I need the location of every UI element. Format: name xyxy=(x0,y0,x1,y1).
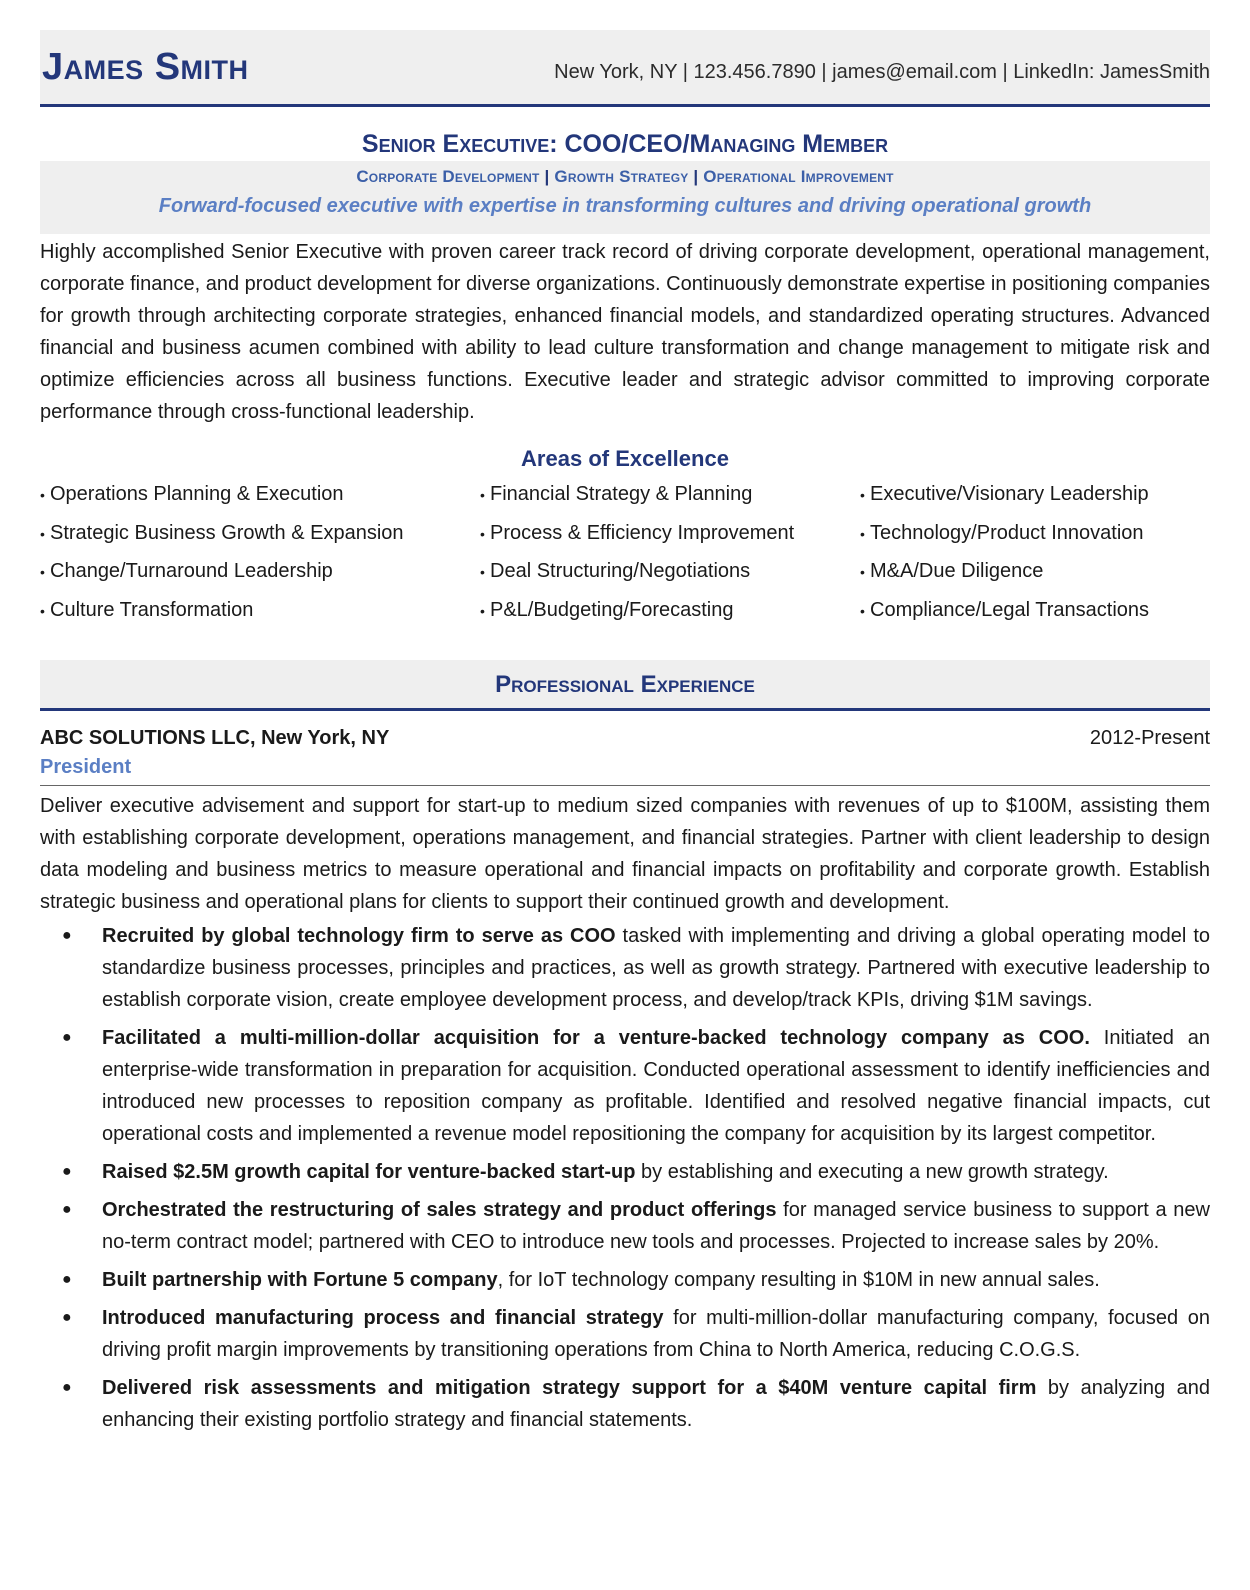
headline-section xyxy=(40,127,1210,234)
headline-subband xyxy=(40,161,1210,234)
area-of-excellence xyxy=(480,517,860,556)
bullet-icon: ● xyxy=(62,1379,72,1396)
job-description: Deliver executive advisement and support for start-up to medium sized companies with revenues of up to $100M, assisting them with establishing corporate development, operations management, and financial strategies. Partner with client leadership to design data modeling and business metrics to measure operational and financial impacts on profitability and corporate growth. Establish strategic business and operational plans for clients to support their continued growth and development. xyxy=(40,795,1210,913)
areas-grid xyxy=(40,478,1210,632)
contact-info: New York, NY | 123.456.7890 | james@email.com | LinkedIn: JamesSmith xyxy=(554,60,1210,83)
area-of-excellence xyxy=(40,517,480,556)
bullet-dot-icon: • xyxy=(480,564,485,580)
achievement-text: by analyzing and enhancing their existing portfolio strategy and financial statements. xyxy=(102,1377,1211,1431)
area-label: Compliance/Legal Transactions xyxy=(870,598,1150,621)
job-header xyxy=(40,727,1210,750)
achievement-highlight: Built partnership with Fortune 5 company xyxy=(102,1269,498,1291)
area-label: Culture Transformation xyxy=(50,598,254,621)
areas-title: Areas of Excellence xyxy=(521,446,729,471)
bullet-icon: ● xyxy=(62,1309,72,1326)
focus-item: Growth Strategy xyxy=(554,167,689,186)
area-of-excellence xyxy=(480,478,860,517)
candidate-name: James Smith xyxy=(42,45,249,88)
achievement-text: , for IoT technology company resulting in $10M in new annual sales. xyxy=(497,1269,1100,1291)
area-of-excellence xyxy=(860,517,1210,556)
focus-areas xyxy=(40,167,1210,187)
achievement-highlight: Introduced manufacturing process and financial strategy xyxy=(102,1307,664,1329)
summary-paragraph: Highly accomplished Senior Executive with proven career track record of driving corporate development, operational management, corporate finance, and product development for diverse organizations. Continuously demonstrate expertise in positioning companies for growth through architecting corporate strategies, enhanced financial models, and standardized operating structures. Advanced financial and business acumen combined with ability to lead culture transformation and change management to mitigate risk and optimize efficiencies across all business functions. Executive leader and strategic advisor committed to improving corporate performance through cross-functional leadership. xyxy=(40,241,1210,423)
achievement-highlight: Facilitated a multi-million-dollar acquisition for a venture-backed technology company as COO. xyxy=(102,1027,1090,1049)
achievement-text: for managed service business to support a new no-term contract model; partnered with CEO to introduce new tools and processes. Projected to increase sales by 20%. xyxy=(102,1199,1210,1253)
achievement-item xyxy=(40,1264,1210,1296)
area-label: Strategic Business Growth & Expansion xyxy=(50,521,404,544)
focus-separator: | xyxy=(688,167,704,186)
bullet-dot-icon: • xyxy=(860,525,865,542)
area-label: P&L/Budgeting/Forecasting xyxy=(490,598,734,621)
bullet-dot-icon: • xyxy=(860,564,865,580)
area-of-excellence xyxy=(860,478,1210,517)
area-label: Deal Structuring/Negotiations xyxy=(490,560,751,582)
achievement-highlight: Delivered risk assessments and mitigation strategy support for a $40M venture capital firm xyxy=(102,1377,1037,1399)
company-name: ABC SOLUTIONS LLC, New York, NY xyxy=(40,727,390,749)
achievement-highlight: Recruited by global technology firm to serve as COO xyxy=(102,925,616,947)
bullet-icon: ● xyxy=(62,1163,72,1180)
area-label: M&A/Due Diligence xyxy=(870,560,1044,582)
bullet-dot-icon: • xyxy=(40,564,45,580)
job-role: President xyxy=(40,756,1210,786)
achievement-text: Initiated an enterprise-wide transformation in preparation for acquisition. Conducted operational assessment to identify inefficiencies and introduced new processes to reposition company as profitable. Identified and resolved negative financial impacts, cut operational costs and implemented a revenue model repositioning the company for acquisition by its largest competitor. xyxy=(102,1027,1210,1145)
bullet-dot-icon: • xyxy=(480,602,485,619)
area-of-excellence xyxy=(480,594,860,633)
achievement-item xyxy=(40,1156,1210,1188)
resume-page xyxy=(40,0,1210,1436)
bullet-dot-icon: • xyxy=(480,525,485,542)
bullet-dot-icon: • xyxy=(860,602,865,619)
bullet-dot-icon: • xyxy=(40,487,45,503)
area-label: Operations Planning & Execution xyxy=(50,483,344,505)
achievement-item xyxy=(40,1194,1210,1258)
area-label: Process & Efficiency Improvement xyxy=(490,521,795,544)
bullet-icon: ● xyxy=(62,927,72,944)
area-of-excellence xyxy=(860,555,1210,594)
bullet-dot-icon: • xyxy=(480,487,485,503)
area-label: Change/Turnaround Leadership xyxy=(50,560,333,582)
experience-section-title: Professional Experience xyxy=(40,660,1210,711)
area-label: Executive/Visionary Leadership xyxy=(870,483,1149,505)
focus-item: Corporate Development xyxy=(356,167,540,186)
tagline: Forward-focused executive with expertise in transforming cultures and driving operational growth xyxy=(158,195,1092,217)
achievement-item xyxy=(40,1022,1210,1150)
achievement-highlight: Orchestrated the restructuring of sales strategy and product offerings xyxy=(102,1199,777,1221)
area-of-excellence xyxy=(480,555,860,594)
focus-separator: | xyxy=(539,167,555,186)
area-of-excellence xyxy=(40,478,480,517)
area-label: Technology/Product Innovation xyxy=(870,521,1144,544)
job-dates: 2012-Present xyxy=(1089,727,1210,749)
bullet-dot-icon: • xyxy=(40,525,45,542)
achievement-text: for multi-million-dollar manufacturing company, focused on driving profit margin improvements by transitioning operations from China to North America, reducing C.O.G.S. xyxy=(102,1307,1210,1361)
area-of-excellence xyxy=(40,594,480,633)
focus-item: Operational Improvement xyxy=(703,167,894,186)
bullet-icon: ● xyxy=(62,1271,72,1288)
achievement-list xyxy=(40,920,1210,1436)
bullet-dot-icon: • xyxy=(860,487,865,503)
achievement-text: tasked with implementing and driving a global operating model to standardize business processes, principles and practices, as well as growth strategy. Partnered with executive leadership to establish corporate vision, create employee development process, and develop/track KPIs, driving $1M savings. xyxy=(102,925,1210,1011)
achievement-item xyxy=(40,920,1210,1016)
achievement-item xyxy=(40,1372,1210,1436)
achievement-highlight: Raised $2.5M growth capital for venture-backed start-up xyxy=(102,1161,636,1183)
area-of-excellence xyxy=(40,555,480,594)
area-label: Financial Strategy & Planning xyxy=(490,483,753,505)
bullet-icon: ● xyxy=(62,1029,72,1046)
resume-header xyxy=(40,30,1210,107)
area-of-excellence xyxy=(860,594,1210,633)
achievement-text: by establishing and executing a new growth strategy. xyxy=(635,1161,1109,1183)
achievement-item xyxy=(40,1302,1210,1366)
bullet-dot-icon: • xyxy=(40,602,45,619)
headline-title: Senior Executive: COO/CEO/Managing Member xyxy=(361,130,889,158)
bullet-icon: ● xyxy=(62,1201,72,1218)
